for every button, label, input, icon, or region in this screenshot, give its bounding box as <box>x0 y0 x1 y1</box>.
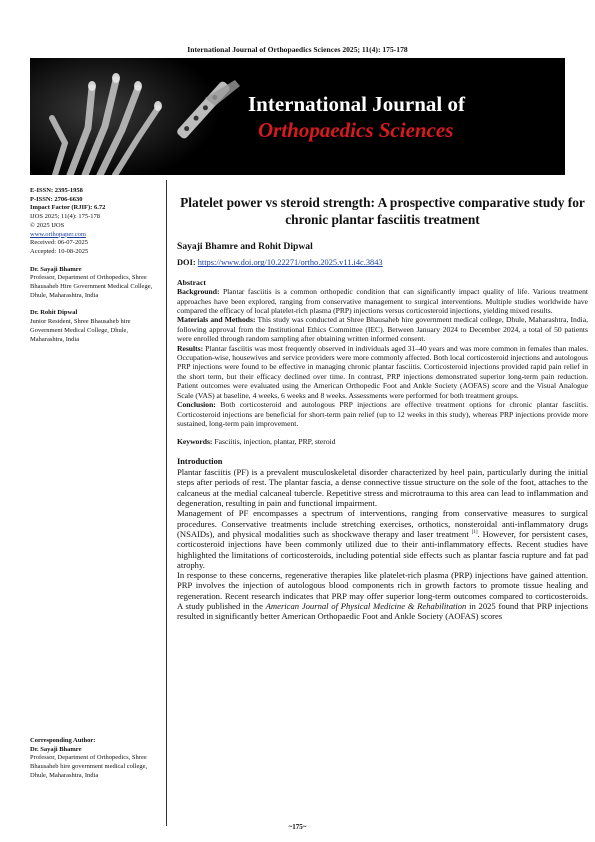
copyright: © 2025 IJOS <box>30 221 65 229</box>
doi-line <box>177 258 588 267</box>
column-divider <box>166 180 167 826</box>
corresponding-label: Corresponding Author: <box>30 737 96 744</box>
doi-label: DOI: <box>177 258 196 268</box>
doi-link[interactable]: https://www.doi.org/10.22271/ortho.2025.v11.i4c.3843 <box>197 258 383 268</box>
article-authors: Sayaji Bhamre and Rohit Dipwal <box>177 241 313 252</box>
corresponding-author <box>30 737 160 781</box>
abstract-conclusion: Conclusion: Both corticosteroid and autologous PRP injections are effective treatment options for chronic plantar fasciitis. Corticosteroid injections are beneficial for short-term pain relief (up to 12 weeks in this study), whereas PRP injections provide more sustained, long-term pain improvement. <box>177 400 588 428</box>
received-date: Received: 06-07-2025 <box>30 239 88 247</box>
journal-banner <box>30 58 565 175</box>
article-main <box>177 195 588 622</box>
author1-name: Dr. Sayaji Bhamre <box>30 265 82 273</box>
article-title: Platelet power vs steroid strength: A prospective comparative study for chronic plantar fasciitis treatment <box>180 195 585 227</box>
accepted-date: Accepted: 10-08-2025 <box>30 247 89 255</box>
abstract-methods: Materials and Methods: This study was conducted at Shree Bhausaheb hire government medical college, Dhule, Maharashtra, India, following approval from the Institutional Ethics Committee (IEC). Between January 2024 to December 2024, a total of 50 patients were enrolled through random sampling after obtaining written informed consent. <box>177 315 589 344</box>
author1-affiliation: Professor, Department of Orthopedics, Shree Bhausaheb Hire Government Medical College, Dhule, Maharashtra, India <box>30 274 153 299</box>
introduction-section <box>177 457 588 622</box>
running-head: International Journal of Orthopaedics Sciences 2025; 11(4): 175-178 <box>187 45 408 54</box>
keywords: Keywords: Fasciitis, injection, plantar, PRP, steroid <box>177 437 336 447</box>
impact-factor: Impact Factor (RJIF): 6.72 <box>30 204 106 212</box>
page-number: ~175~ <box>288 823 307 831</box>
ijos-citation: IJOS 2025; 11(4): 175-178 <box>30 213 100 221</box>
abstract-heading: Abstract <box>177 277 207 287</box>
intro-paragraph-1: Plantar fasciitis (PF) is a prevalent musculoskeletal disorder characterized by heel pain, particularly during the initial steps after periods of rest. The plantar fascia, a dense connective tissue structure on the sole of the foot, attaches to the calcaneus at the medial calcaneal tubercle. Repetitive stress and microtrauma to this area can lead to inflammation and degeneration, resulting in pain and functional impairment. <box>177 467 588 509</box>
author2-affiliation: Junior Resident, Shree Bhausaheb hire Government Medical College, Dhule, Maharashtra, India <box>30 318 131 343</box>
pissn: P-ISSN: 2706-6630 <box>30 195 83 203</box>
intro-paragraph-3: In response to these concerns, regenerative therapies like platelet-rich plasma (PRP) injections have gained attention. PRP involves the injection of autologous blood components rich in growth factors to promote tissue healing and regeneration. Recent research indicates that PRP may offer superior long-term outcomes compared to corticosteroids. A study published in the American Journal of Physical Medicine & Rehabilitation in 2025 found that PRP injections resulted in significantly better American Orthopaedic Foot and Ankle Society (AOFAS) scores <box>177 570 589 622</box>
corresponding-affiliation: Professor, Department of Orthopedics, Shree Bhausaheb hire government medical college, Dhule, Maharashtra, India <box>30 754 148 779</box>
website-link[interactable]: www.orthopaper.com <box>30 230 86 238</box>
abstract-background: Background: Plantar fasciitis is a common orthopedic condition that can significantly impact quality of life. Various treatment approaches have been explored, ranging from conservative management to surgical interventions. Multiple studies worldwide have compared the efficacy of local platelet-rich plasma (PRP) injections versus corticosteroid injections, yielding mixed results. <box>177 287 588 316</box>
banner-title-line1: International Journal of <box>248 92 466 116</box>
introduction-heading: Introduction <box>177 456 223 466</box>
author2-name: Dr. Rohit Dipwal <box>30 309 78 317</box>
abstract-results: Results: Plantar fasciitis was most frequently observed in individuals aged 31–40 years and was more common in females than males. Occupation-wise, housewives and service providers were more commonly affected. Both local corticosteroid injections and autologous PRP injections were found to be effective in managing chronic plantar fasciitis. Corticosteroid injections provided rapid pain relief in the short term, but their efficacy declined over time. In contrast, PRP injections demonstrated superior long-term pain reduction. Patient outcomes were evaluated using the American Orthopedic Foot and Ankle Society (AOFAS) score and the Visual Analogue Scale (VAS) at baseline, 4 weeks, 6 weeks and 8 weeks. Assessments were performed for both treatment groups. <box>177 343 588 400</box>
corresponding-name: Dr. Sayaji Bhamre <box>30 745 82 753</box>
banner-title-line2: Orthopaedics Sciences <box>258 118 454 142</box>
intro-paragraph-2: Management of PF encompasses a spectrum of interventions, ranging from conservative measures to surgical procedures. Conservative treatments include stretching exercises, orthotics, nonsteroidal anti-inflammatory drugs (NSAIDs), and physical modalities such as shockwave therapy and laser treatment [1]. However, for persistent cases, corticosteroid injections have been commonly utilized due to their anti-inflammatory effects. Recent studies have highlighted the limitations of corticosteroids, including potential side effects such as plantar fascia rupture and fat pad atrophy. <box>177 508 589 570</box>
eissn: E-ISSN: 2395-1958 <box>30 187 83 194</box>
article-info-sidebar <box>30 187 158 344</box>
citation-ref[interactable]: [1] <box>471 530 478 536</box>
